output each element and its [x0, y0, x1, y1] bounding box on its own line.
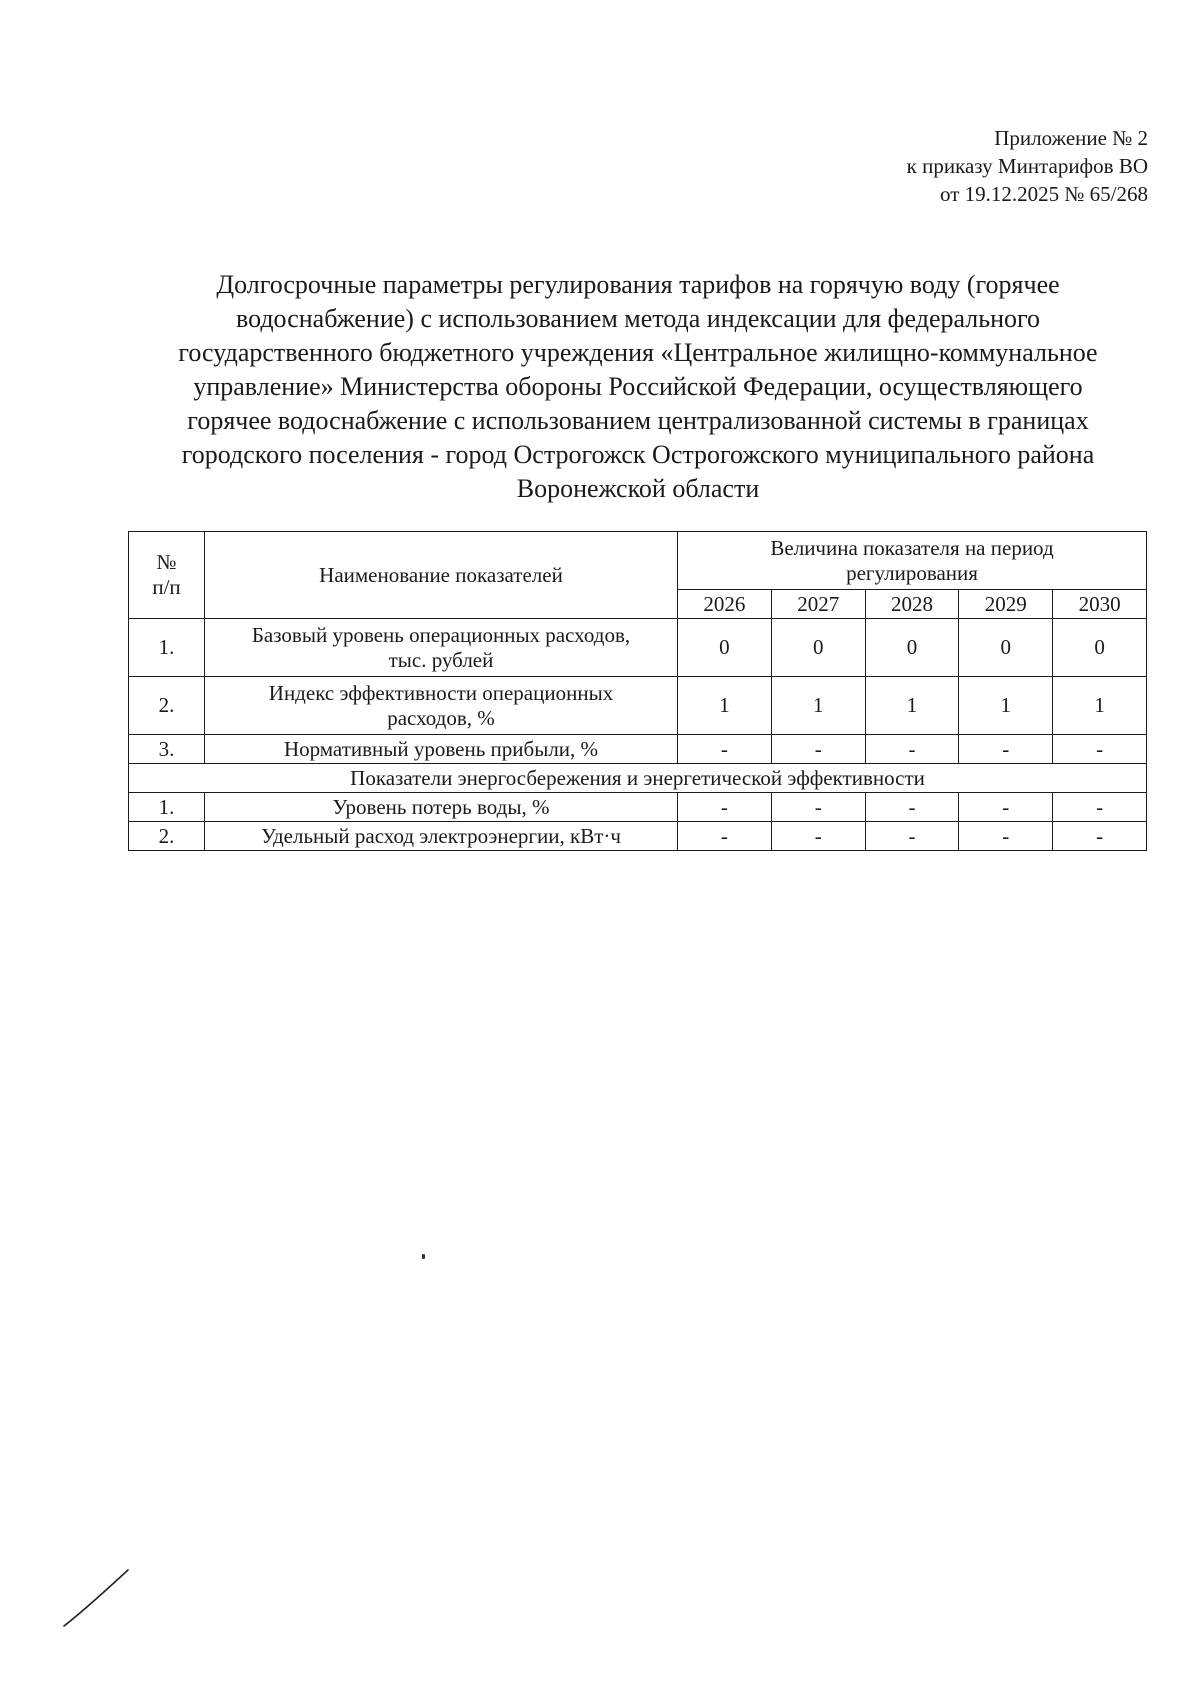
row-value: 0 [1053, 619, 1147, 677]
row-indicator-name [205, 619, 678, 677]
row-value: - [959, 735, 1053, 764]
signature-stroke-icon [62, 1568, 132, 1628]
row-value: 1 [678, 677, 772, 735]
table-row [129, 735, 1147, 764]
row-value: 1 [865, 677, 959, 735]
row-value: - [1053, 735, 1147, 764]
title-line: государственного бюджетного учреждения «Центральное жилищно-коммунальное [178, 338, 1098, 367]
title-line: Долгосрочные параметры регулирования тарифов на горячую воду (горячее [216, 270, 1060, 299]
row-value: - [1053, 822, 1147, 851]
row-value: - [771, 793, 865, 822]
appendix-order-date: от 19.12.2025 № 65/268 [939, 182, 1148, 206]
row-value: - [678, 822, 772, 851]
table-row [129, 822, 1147, 851]
table-row [129, 619, 1147, 677]
header-year: 2027 [771, 590, 865, 619]
row-value: - [959, 822, 1053, 851]
row-value: - [959, 793, 1053, 822]
section-title: Показатели энергосбережения и энергетической эффективности [129, 764, 1147, 793]
header-num-abbr: п/п [152, 575, 181, 599]
section-row [129, 764, 1147, 793]
header-num [129, 532, 205, 619]
row-indicator-name: Нормативный уровень прибыли, % [205, 735, 678, 764]
row-indicator-name: Удельный расход электроэнергии, кВт·ч [205, 822, 678, 851]
appendix-header [907, 124, 1148, 208]
appendix-order-ref: к приказу Минтарифов ВО [906, 154, 1148, 178]
row-indicator-name: Уровень потерь воды, % [205, 793, 678, 822]
header-indicator-name: Наименование показателей [205, 532, 678, 619]
row-name-line: тыс. рублей [388, 647, 494, 672]
title-line: водоснабжение) с использованием метода индексации для федерального [235, 304, 1041, 333]
row-value: 1 [1053, 677, 1147, 735]
row-value: - [865, 735, 959, 764]
row-value: - [771, 822, 865, 851]
row-value: - [771, 735, 865, 764]
header-period-line: регулирования [846, 560, 978, 585]
row-value: - [678, 793, 772, 822]
row-name-line: расходов, % [387, 705, 495, 730]
title-line: городского поселения - город Острогожск Острогожского муниципального района [181, 440, 1095, 469]
row-value: - [865, 793, 959, 822]
row-number: 3. [129, 735, 205, 764]
table-row [129, 793, 1147, 822]
parameters-table [128, 531, 1147, 851]
row-number: 1. [129, 793, 205, 822]
row-value: 0 [771, 619, 865, 677]
row-indicator-name [205, 677, 678, 735]
title-line: Воронежской области [516, 474, 760, 503]
table-row [129, 677, 1147, 735]
header-year: 2026 [678, 590, 772, 619]
header-num-symbol: № [156, 550, 177, 574]
header-period-line: Величина показателя на период [770, 535, 1054, 560]
header-year: 2030 [1053, 590, 1147, 619]
row-number: 2. [129, 822, 205, 851]
row-name-line: Базовый уровень операционных расходов, [251, 622, 631, 647]
title-line: горячее водоснабжение с использованием централизованной системы в границах [187, 406, 1089, 435]
row-value: 1 [771, 677, 865, 735]
row-value: - [678, 735, 772, 764]
header-period [678, 532, 1147, 590]
row-value: - [1053, 793, 1147, 822]
appendix-number: Приложение № 2 [994, 126, 1148, 150]
row-value: 1 [959, 677, 1053, 735]
row-number: 2. [129, 677, 205, 735]
row-value: 0 [865, 619, 959, 677]
header-year: 2029 [959, 590, 1053, 619]
row-name-line: Индекс эффективности операционных [268, 680, 614, 705]
row-value: 0 [959, 619, 1053, 677]
row-value: - [865, 822, 959, 851]
scan-speck [422, 1254, 425, 1259]
document-title [128, 268, 1148, 506]
row-number: 1. [129, 619, 205, 677]
header-year: 2028 [865, 590, 959, 619]
row-value: 0 [678, 619, 772, 677]
title-line: управление» Министерства обороны Российской Федерации, осуществляющего [193, 372, 1083, 401]
